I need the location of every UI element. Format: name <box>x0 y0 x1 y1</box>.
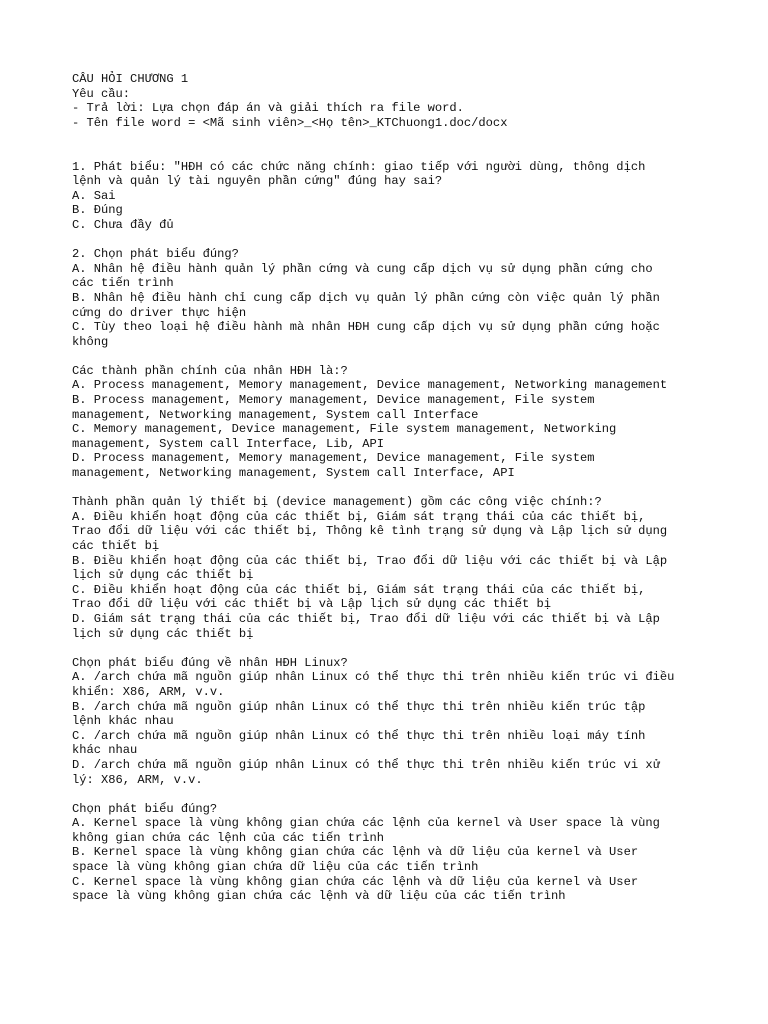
question-line: A. Process management, Memory management, Device management, Networking management <box>72 378 668 393</box>
question-list <box>72 160 712 904</box>
question-text: Thành phần quản lý thiết bị (device management) gồm các công việc chính:? <box>72 495 602 510</box>
spacer <box>72 481 712 496</box>
question-line: A. Sai <box>72 188 116 203</box>
question-text: 2. Chọn phát biểu đúng? <box>72 247 239 262</box>
question-line: C. Tùy theo loại hệ điều hành mà nhân HĐH cung cấp dịch vụ sử dụng phần cứng hoặc <box>72 320 660 335</box>
requirements-label: Yêu cầu: <box>72 86 131 101</box>
spacer <box>72 349 712 364</box>
question-block <box>72 364 712 481</box>
question-text: 1. Phát biểu: "HĐH có các chức năng chính: giao tiếp với người dùng, thông dịch <box>72 159 646 174</box>
question-line: lý: X86, ARM, v.v. <box>72 772 203 787</box>
question-line: A. /arch chứa mã nguồn giúp nhân Linux có thể thực thi trên nhiều kiến trúc vi điều <box>72 670 675 685</box>
question-line: khiển: X86, ARM, v.v. <box>72 684 225 699</box>
question-line: A. Nhân hệ điều hành quản lý phần cứng và cung cấp dịch vụ sử dụng phần cứng cho <box>72 261 653 276</box>
question-block <box>72 495 712 641</box>
question-line: management, System call Interface, Lib, API <box>72 436 385 451</box>
question-line: C. Kernel space là vùng không gian chứa các lệnh và dữ liệu của kernel và User <box>72 874 639 889</box>
question-line: C. Memory management, Device management, File system management, Networking <box>72 422 617 437</box>
spacer <box>72 130 712 159</box>
spacer <box>72 233 712 248</box>
question-line: D. Process management, Memory management, Device management, File system <box>72 451 595 466</box>
document-title: CÂU HỎI CHƯƠNG 1 <box>72 72 189 86</box>
question-block <box>72 802 712 904</box>
question-text: Chọn phát biểu đúng về nhân HĐH Linux? <box>72 655 348 670</box>
question-line: C. Chưa đầy đủ <box>72 217 174 232</box>
question-line: space là vùng không gian chứa dữ liệu của các tiến trình <box>72 860 479 875</box>
question-text: Các thành phần chính của nhân HĐH là:? <box>72 363 348 378</box>
question-line: Trao đổi dữ liệu với các thiết bị và Lập lịch sử dụng các thiết bị <box>72 597 551 612</box>
question-line: B. /arch chứa mã nguồn giúp nhân Linux có thể thực thi trên nhiều kiến trúc tập <box>72 699 646 714</box>
question-line: B. Nhân hệ điều hành chỉ cung cấp dịch vụ quản lý phần cứng còn việc quản lý phần <box>72 290 660 305</box>
question-line: không gian chứa các lệnh của các tiến trình <box>72 830 385 845</box>
requirement-item: - Tên file word = <Mã sinh viên>_<Họ tên>_KTChuong1.doc/docx <box>72 115 508 130</box>
question-line: B. Đúng <box>72 203 123 218</box>
question-line: lịch sử dụng các thiết bị <box>72 626 254 641</box>
question-line: B. Kernel space là vùng không gian chứa các lệnh và dữ liệu của kernel và User <box>72 845 639 860</box>
question-line: lệnh và quản lý tài nguyên phần cứng" đúng hay sai? <box>72 174 443 189</box>
question-line: lịch sử dụng các thiết bị <box>72 568 254 583</box>
question-line: A. Kernel space là vùng không gian chứa các lệnh của kernel và User space là vùng <box>72 816 660 831</box>
document-page <box>72 72 712 904</box>
spacer <box>72 641 712 656</box>
question-line: D. Giám sát trạng thái của các thiết bị, Trao đổi dữ liệu với các thiết bị và Lập <box>72 611 660 626</box>
question-block <box>72 247 712 349</box>
question-line: các tiến trình <box>72 276 174 291</box>
question-line: A. Điều khiển hoạt động của các thiết bị, Giám sát trạng thái của các thiết bị, <box>72 509 646 524</box>
question-line: space là vùng không gian chứa các lệnh và dữ liệu của các tiến trình <box>72 889 566 904</box>
spacer <box>72 787 712 802</box>
question-line: B. Process management, Memory management, Device management, File system <box>72 393 595 408</box>
requirement-item: - Trả lời: Lựa chọn đáp án và giải thích ra file word. <box>72 101 464 116</box>
question-line: lệnh khác nhau <box>72 714 174 729</box>
question-line: không <box>72 334 109 349</box>
question-line: các thiết bị <box>72 539 160 553</box>
question-line: management, Networking management, System call Interface, API <box>72 466 515 481</box>
question-text: Chọn phát biểu đúng? <box>72 801 218 816</box>
question-line: Trao đổi dữ liệu với các thiết bị, Thông kê tình trạng sử dụng và Lập lịch sử dụng <box>72 524 668 539</box>
question-line: D. /arch chứa mã nguồn giúp nhân Linux có thể thực thi trên nhiều kiến trúc vi xử <box>72 757 660 772</box>
question-line: khác nhau <box>72 743 138 758</box>
question-line: C. Điều khiển hoạt động của các thiết bị, Giám sát trạng thái của các thiết bị, <box>72 582 646 597</box>
question-line: B. Điều khiển hoạt động của các thiết bị, Trao đổi dữ liệu với các thiết bị và Lập <box>72 553 668 568</box>
question-line: C. /arch chứa mã nguồn giúp nhân Linux có thể thực thi trên nhiều loại máy tính <box>72 728 646 743</box>
question-line: management, Networking management, System call Interface <box>72 407 479 422</box>
question-block <box>72 656 712 787</box>
question-block <box>72 160 712 233</box>
question-line: cứng do driver thực hiện <box>72 305 247 320</box>
